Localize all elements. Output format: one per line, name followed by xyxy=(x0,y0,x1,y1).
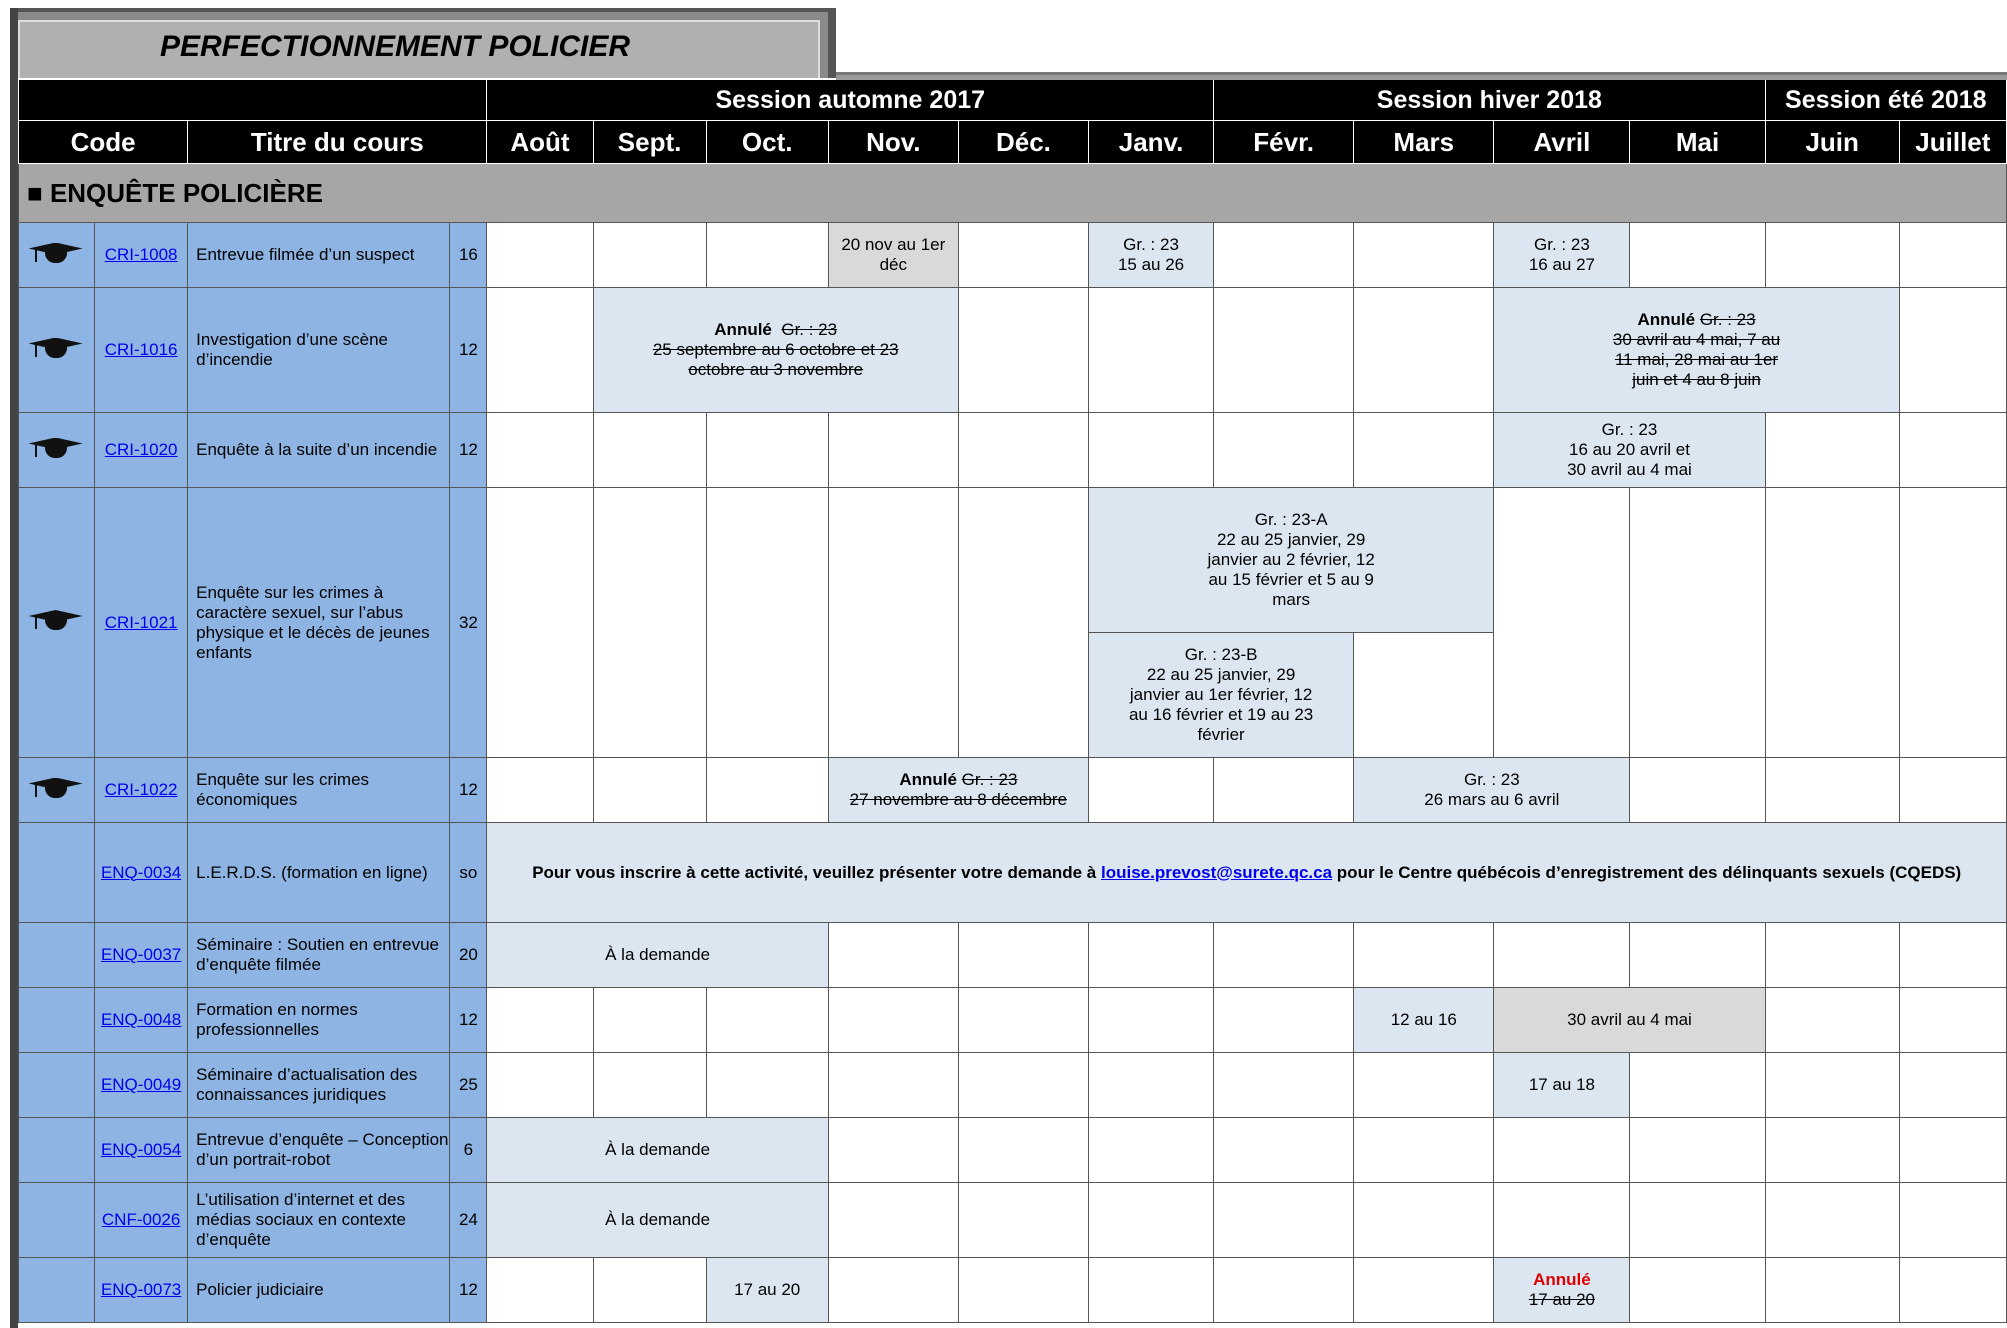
header-month: Oct. xyxy=(706,121,828,164)
header-month: Déc. xyxy=(958,121,1088,164)
table-row xyxy=(19,1258,2007,1323)
graduation-cap-icon xyxy=(29,607,85,633)
date-cell: Gr. : 23 26 mars au 6 avril xyxy=(1354,758,1630,823)
graduation-cap-icon xyxy=(29,775,85,801)
session-fall: Session automne 2017 xyxy=(487,80,1214,121)
table-row xyxy=(19,1183,2007,1258)
header-month: Mars xyxy=(1354,121,1494,164)
course-title: Entrevue filmée d’un suspect xyxy=(188,223,450,288)
course-icon-cell xyxy=(19,758,95,823)
section-title: ■ ENQUÊTE POLICIÈRE xyxy=(19,164,2007,223)
course-hours: 20 xyxy=(450,923,487,988)
date-cell: 30 avril au 4 mai xyxy=(1494,988,1765,1053)
course-icon-cell xyxy=(19,488,95,758)
square-bullet-icon: ■ xyxy=(27,177,50,208)
course-icon-cell xyxy=(19,823,95,923)
table-row xyxy=(19,988,2007,1053)
table-row xyxy=(19,1053,2007,1118)
cancelled-session: Annulé Gr. : 23 27 novembre au 8 décembre xyxy=(828,758,1088,823)
course-code-link[interactable]: CRI-1021 xyxy=(104,612,178,632)
course-hours: 16 xyxy=(450,223,487,288)
course-hours: 12 xyxy=(450,413,487,488)
course-icon-cell xyxy=(19,988,95,1053)
header-month: Févr. xyxy=(1214,121,1354,164)
course-code-link[interactable]: CRI-1016 xyxy=(104,340,178,359)
course-code-link[interactable]: ENQ-0048 xyxy=(100,1010,182,1029)
course-title: Policier judiciaire xyxy=(188,1258,450,1323)
table-row xyxy=(19,413,2007,488)
course-title: Formation en normes professionnelles xyxy=(188,988,450,1053)
course-icon-cell xyxy=(19,223,95,288)
header-month: Mai xyxy=(1630,121,1765,164)
header-month: Juillet xyxy=(1899,121,2006,164)
course-title: Enquête à la suite d’un incendie xyxy=(188,413,450,488)
header-month: Janv. xyxy=(1088,121,1213,164)
course-title: L.E.R.D.S. (formation en ligne) xyxy=(188,823,450,923)
table-row xyxy=(19,488,2007,633)
cancelled-session: Annulé Gr. : 23 25 septembre au 6 octobre et 23 octobre au 3 novembre xyxy=(593,288,958,413)
table-row xyxy=(19,923,2007,988)
graduation-cap-icon xyxy=(29,435,85,461)
email-link[interactable]: louise.prevost@surete.qc.ca xyxy=(1101,862,1333,882)
graduation-cap-icon xyxy=(29,240,85,266)
course-code-link[interactable]: ENQ-0037 xyxy=(100,945,182,964)
course-code-link[interactable]: ENQ-0073 xyxy=(100,1280,182,1299)
course-icon-cell xyxy=(19,1053,95,1118)
course-code-link[interactable]: CRI-1008 xyxy=(104,245,178,264)
table-row xyxy=(19,223,2007,288)
course-icon-cell xyxy=(19,1258,95,1323)
course-icon-cell xyxy=(19,923,95,988)
cancelled-session: Annulé 17 au 20 xyxy=(1494,1258,1630,1323)
course-code-link[interactable]: CNF-0026 xyxy=(101,1210,181,1229)
session-summer: Session été 2018 xyxy=(1765,80,2006,121)
header-month: Nov. xyxy=(828,121,958,164)
course-title: Enquête sur les crimes à caractère sexuel, sur l’abus physique et le décès de jeunes enfants xyxy=(188,488,450,758)
date-cell: 17 au 20 xyxy=(706,1258,828,1323)
header-month: Sept. xyxy=(593,121,706,164)
course-hours: 24 xyxy=(450,1183,487,1258)
date-cell: Gr. : 23 15 au 26 xyxy=(1088,223,1213,288)
section-row xyxy=(19,164,2007,223)
date-cell: Gr. : 23 16 au 27 xyxy=(1494,223,1630,288)
course-hours: 6 xyxy=(450,1118,487,1183)
session-winter: Session hiver 2018 xyxy=(1214,80,1766,121)
course-hours: 25 xyxy=(450,1053,487,1118)
course-title: Investigation d’une scène d’incendie xyxy=(188,288,450,413)
course-icon-cell xyxy=(19,413,95,488)
date-cell: 20 nov au 1er déc xyxy=(828,223,958,288)
course-hours: 12 xyxy=(450,288,487,413)
column-header-row xyxy=(19,121,2007,164)
course-hours: so xyxy=(450,823,487,923)
cancelled-session: Annulé Gr. : 23 30 avril au 4 mai, 7 au 11 mai, 28 mai au 1er juin et 4 au 8 juin xyxy=(1494,288,1899,413)
date-cell-group-b: Gr. : 23-B 22 au 25 janvier, 29 janvier au 1er février, 12 au 16 février et 19 au 23 février xyxy=(1088,633,1353,758)
course-title: Enquête sur les crimes économiques xyxy=(188,758,450,823)
session-header-row xyxy=(19,80,2007,121)
table-row xyxy=(19,288,2007,413)
schedule-table xyxy=(18,80,2007,1323)
header-title: Titre du cours xyxy=(188,121,487,164)
course-hours: 32 xyxy=(450,488,487,758)
course-title: L’utilisation d’internet et des médias sociaux en contexte d’enquête xyxy=(188,1183,450,1258)
on-demand-cell: À la demande xyxy=(487,1183,828,1258)
course-code-link[interactable]: CRI-1020 xyxy=(104,440,178,459)
course-title: Séminaire : Soutien en entrevue d’enquête filmée xyxy=(188,923,450,988)
registration-note: Pour vous inscrire à cette activité, veuillez présenter votre demande à louise.prevost@surete.qc.ca pour le Centre québécois d’enregistrement des délinquants sexuels (CQEDS) xyxy=(487,823,2007,923)
course-title: Séminaire d’actualisation des connaissances juridiques xyxy=(188,1053,450,1118)
course-hours: 12 xyxy=(450,758,487,823)
header-month: Avril xyxy=(1494,121,1630,164)
table-row xyxy=(19,1118,2007,1183)
header-code: Code xyxy=(19,121,188,164)
course-code-link[interactable]: CRI-1022 xyxy=(104,780,178,799)
course-hours: 12 xyxy=(450,988,487,1053)
header-month: Août xyxy=(487,121,593,164)
header-month: Juin xyxy=(1765,121,1899,164)
course-hours: 12 xyxy=(450,1258,487,1323)
date-cell: 12 au 16 xyxy=(1354,988,1494,1053)
on-demand-cell: À la demande xyxy=(487,1118,828,1183)
course-title: Entrevue d’enquête – Conception d’un portrait-robot xyxy=(188,1118,450,1183)
course-code-link[interactable]: ENQ-0054 xyxy=(100,1140,182,1159)
page-title: PERFECTIONNEMENT POLICIER xyxy=(160,30,631,63)
course-icon-cell xyxy=(19,1118,95,1183)
date-cell-group-a: Gr. : 23-A 22 au 25 janvier, 29 janvier au 2 février, 12 au 15 février et 5 au 9 mars xyxy=(1088,488,1493,633)
course-icon-cell xyxy=(19,288,95,413)
graduation-cap-icon xyxy=(29,335,85,361)
table-row xyxy=(19,758,2007,823)
course-icon-cell xyxy=(19,1183,95,1258)
course-code-link[interactable]: ENQ-0034 xyxy=(100,862,182,882)
date-cell: Gr. : 23 16 au 20 avril et 30 avril au 4 mai xyxy=(1494,413,1765,488)
on-demand-cell: À la demande xyxy=(487,923,828,988)
table-row xyxy=(19,823,2007,923)
course-code-link[interactable]: ENQ-0049 xyxy=(100,1075,182,1094)
date-cell: 17 au 18 xyxy=(1494,1053,1630,1118)
